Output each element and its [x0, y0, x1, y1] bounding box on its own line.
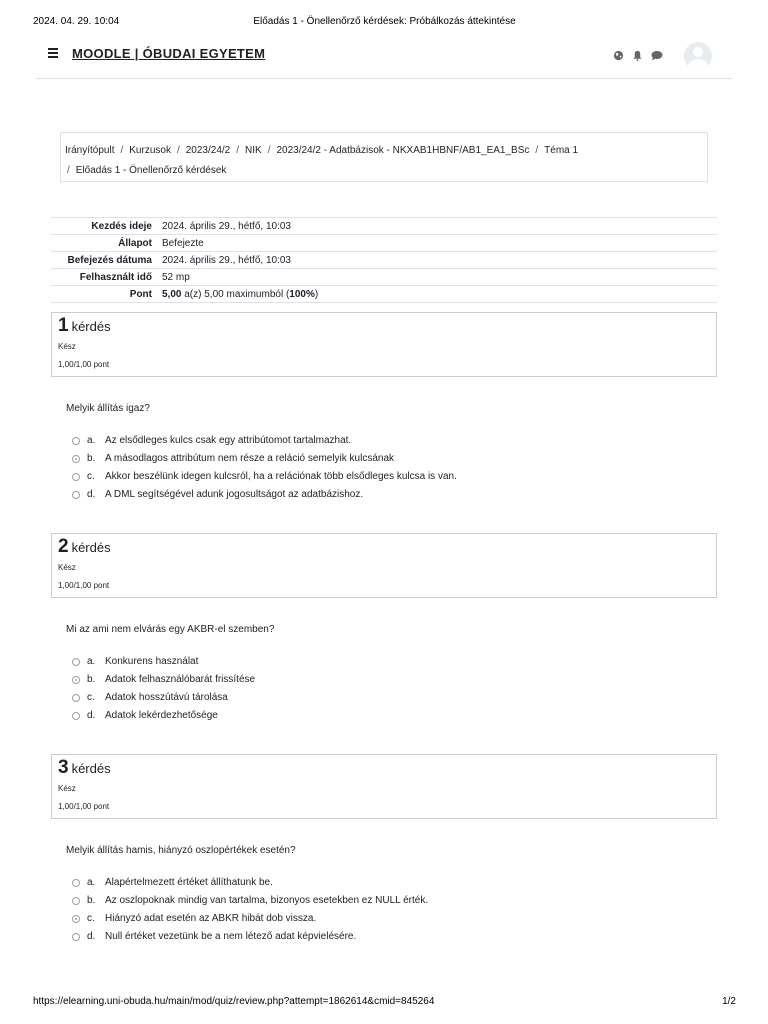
question-2-info [51, 533, 717, 598]
question-state: Kész [58, 342, 76, 351]
answer-letter: c. [87, 471, 95, 482]
breadcrumb-item-topic[interactable]: Téma 1 [544, 145, 579, 156]
answer-letter: b. [87, 453, 96, 464]
answer-letter: a. [87, 435, 96, 446]
breadcrumb-line-1 [65, 141, 707, 161]
breadcrumb-separator: / [67, 165, 70, 176]
answer-letter: c. [87, 692, 95, 703]
summary-label: Befejezés dátuma [67, 254, 152, 266]
question-state: Kész [58, 563, 76, 572]
answer-text: Az elsődleges kulcs csak egy attribútomot tartalmazhat. [105, 435, 352, 446]
print-datetime: 2024. 04. 29. 10:04 [33, 16, 120, 27]
summary-label: Felhasznált idő [79, 271, 152, 283]
question-number: 1 kérdés [58, 315, 111, 336]
answer-text: Adatok hosszútávú tárolása [105, 692, 228, 703]
menu-icon[interactable] [48, 48, 58, 60]
answer-text: Konkurens használat [105, 656, 199, 667]
breadcrumb-separator: / [176, 145, 180, 156]
radio-button[interactable] [72, 879, 80, 887]
breadcrumb-item-semester[interactable]: 2023/24/2 [185, 145, 231, 156]
radio-button[interactable] [72, 658, 80, 666]
answer-text: Akkor beszélünk idegen kulcsról, ha a relációnak több elsődleges kulcsa is van. [105, 471, 457, 482]
breadcrumb [60, 132, 708, 182]
nav-icons [613, 48, 662, 59]
breadcrumb-separator: / [120, 145, 124, 156]
question-grade: 1,00/1,00 pont [58, 802, 110, 811]
breadcrumb-separator: / [236, 145, 240, 156]
print-page-title: Előadás 1 - Önellenőrző kérdések: Próbálkozás áttekintése [253, 16, 516, 27]
grade-max-text: a(z) 5,00 maximumból ( [181, 288, 290, 300]
breadcrumb-separator: / [535, 145, 539, 156]
radio-button-checked[interactable] [72, 676, 80, 684]
navbar [36, 40, 732, 79]
question-number: 3 kérdés [58, 757, 111, 778]
answer-letter: d. [87, 710, 96, 721]
answer-text: Alapértelmezett értéket állíthatunk be. [105, 877, 273, 888]
summary-row-grade [51, 286, 717, 303]
answer-text: Az oszlopoknak mindig van tartalma, bizonyos esetekben ez NULL érték. [105, 895, 429, 906]
grade-score: 5,00 [162, 288, 182, 300]
question-3-text: Melyik állítás hamis, hiányzó oszlopértékek esetén? [66, 845, 296, 856]
breadcrumb-item-courses[interactable]: Kurzusok [129, 145, 171, 156]
summary-label: Állapot [118, 237, 152, 249]
print-page-number: 1/2 [722, 996, 736, 1007]
summary-row-finished [51, 252, 717, 269]
summary-value: Befejezte [162, 237, 204, 249]
breadcrumb-separator: / [267, 145, 271, 156]
summary-grade-value [162, 286, 717, 303]
answer-text: Null értéket vezetünk be a nem létező adat képvielésére. [105, 931, 357, 942]
answer-text: A DML segítségével adunk jogosultságot az adatbázishoz. [105, 489, 364, 500]
question-1-text: Melyik állítás igaz? [66, 403, 150, 414]
chat-icon[interactable] [651, 48, 662, 59]
answer-letter: a. [87, 656, 96, 667]
question-3-info [51, 754, 717, 819]
summary-row-time [51, 269, 717, 286]
summary-row-state [51, 235, 717, 252]
print-url: https://elearning.uni-obuda.hu/main/mod/quiz/review.php?attempt=1862614&cmid=845264 [33, 996, 435, 1007]
question-number: 2 kérdés [58, 536, 111, 557]
answer-letter: d. [87, 931, 96, 942]
answer-letter: a. [87, 877, 96, 888]
question-1-info [51, 312, 717, 377]
answer-letter: b. [87, 895, 96, 906]
summary-label: Kezdés ideje [91, 220, 152, 232]
bell-icon[interactable] [632, 48, 643, 59]
breadcrumb-item-faculty[interactable]: NIK [245, 145, 262, 156]
summary-value: 2024. április 29., hétfő, 10:03 [162, 220, 291, 232]
answer-text: Adatok felhasználóbarát frissítése [105, 674, 256, 685]
answer-letter: b. [87, 674, 96, 685]
question-2-text: Mi az ami nem elvárás egy AKBR-el szemben? [66, 624, 275, 635]
question-grade: 1,00/1,00 pont [58, 581, 110, 590]
question-state: Kész [58, 784, 76, 793]
answer-text: A másodlagos attribútum nem része a reláció semelyik kulcsának [105, 453, 395, 464]
summary-label: Pont [129, 288, 152, 300]
radio-button[interactable] [72, 897, 80, 905]
answer-text: Hiányzó adat esetén az ABKR hibát dob vissza. [105, 913, 317, 924]
grade-percent: 100% [289, 288, 315, 300]
radio-button[interactable] [72, 473, 80, 481]
radio-button-checked[interactable] [72, 455, 80, 463]
summary-row-start [51, 218, 717, 235]
answer-letter: d. [87, 489, 96, 500]
summary-value: 2024. április 29., hétfő, 10:03 [162, 254, 291, 266]
breadcrumb-item-dashboard[interactable]: Irányítópult [65, 145, 115, 156]
answer-text: Adatok lekérdezhetősége [105, 710, 218, 721]
breadcrumb-item-quiz[interactable]: Előadás 1 - Önellenőrző kérdések [75, 165, 227, 176]
user-avatar[interactable] [684, 42, 712, 70]
question-grade: 1,00/1,00 pont [58, 360, 110, 369]
attempt-summary-table [51, 217, 717, 303]
radio-button[interactable] [72, 933, 80, 941]
breadcrumb-line-2 [65, 161, 707, 181]
answer-letter: c. [87, 913, 95, 924]
globe-icon[interactable] [613, 48, 624, 59]
site-name-link[interactable]: MOODLE | ÓBUDAI EGYETEM [72, 46, 266, 61]
grade-close: ) [314, 288, 319, 300]
breadcrumb-item-course[interactable]: 2023/24/2 - Adatbázisok - NKXAB1HBNF/AB1_EA1_BSc [276, 145, 530, 156]
radio-button[interactable] [72, 712, 80, 720]
radio-button[interactable] [72, 491, 80, 499]
radio-button[interactable] [72, 437, 80, 445]
summary-value: 52 mp [162, 271, 190, 283]
radio-button[interactable] [72, 694, 80, 702]
radio-button-checked[interactable] [72, 915, 80, 923]
